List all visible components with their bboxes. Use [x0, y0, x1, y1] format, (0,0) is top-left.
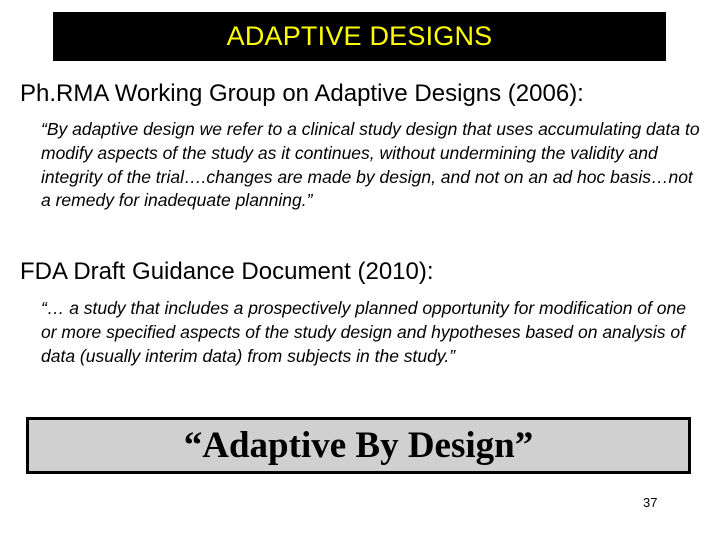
tagline-text: “Adaptive By Design” [183, 424, 534, 466]
section-heading-fda: FDA Draft Guidance Document (2010): [20, 258, 434, 285]
section-heading-phrma: Ph.RMA Working Group on Adaptive Designs (2006): [20, 80, 584, 107]
slide-title: ADAPTIVE DESIGNS [226, 21, 493, 51]
title-bar [53, 12, 666, 61]
quote-fda: “… a study that includes a prospectively planned opportunity for modification of one or more specified aspects of the study design and hypotheses based on analysis of data (usually interim data) from subjects in the study.” [41, 298, 686, 366]
quote-phrma: “By adaptive design we refer to a clinical study design that uses accumulating data to modify aspects of the study as it continues, without undermining the validity and integrity of the trial….changes are made by design, and not on an ad hoc basis…not a remedy for inadequate planning.” [41, 119, 700, 211]
page-number: 37 [643, 495, 658, 510]
tagline-banner [26, 417, 691, 474]
